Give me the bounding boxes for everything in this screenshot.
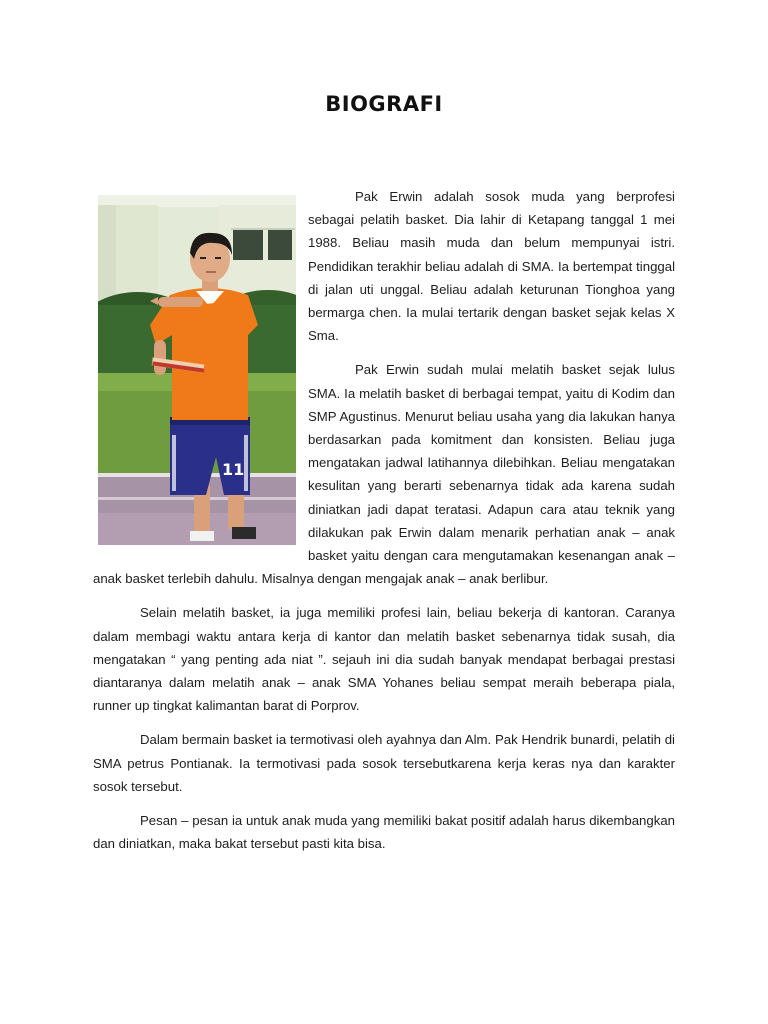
paragraph-2: Pak Erwin sudah mulai melatih basket sejak lulus SMA. Ia melatih basket di berbagai tempat, yaitu di Kodim dan SMP Agustinus. Menurut beliau usaha yang dia lakukan hanya berdasarkan pada komitment dan konsisten. Beliau juga mengatakan jadwal latihannya dilebihkan. Beliau mengatakan kesulitan yang berarti sebenarnya tidak ada karena sudah diniatkan jadi dapat teratasi. Adapun cara atau teknik yang dilakukan pak Erwin dalam menarik perhatian anak – anak basket yaitu dengan cara mengutamakan kesenangan anak – anak basket terlebih dahulu. Misalnya dengan mengajak anak – anak berlibur. — [93, 362, 675, 587]
paragraph-4: Dalam bermain basket ia termotivasi oleh ayahnya dan Alm. Pak Hendrik bunardi, pelatih di SMA petrus Pontianak. Ia termotivasi pada sosok tersebutkarena kerja keras nya dan karakter sosok tersebut. — [93, 732, 675, 794]
paragraph-1: Pak Erwin adalah sosok muda yang berprofesi sebagai pelatih basket. Dia lahir di Ketapang tanggal 1 mei 1988. Beliau masih muda dan belum mempunyai istri. Pendidikan terakhir beliau adalah di SMA. Ia bertempat tinggal di jalan uti unggal. Beliau adalah keturunan Tionghoa yang bermarga chen. Ia mulai tertarik dengan basket sejak kelas X Sma. — [308, 189, 675, 344]
paragraph-3: Selain melatih basket, ia juga memiliki profesi lain, beliau bekerja di kantoran. Caranya dalam membagi waktu antara kerja di kantor dan melatih basket sebenarnya tidak susah, dia mengatakan “ yang penting ada niat ”. sejauh ini dia sudah banyak mendapat berbagai prestasi diantaranya dalam melatih anak – anak SMA Yohanes beliau sempat meraih beberapa piala, runner up tingkat kalimantan barat di Porprov. — [93, 605, 675, 714]
page-title: BIOGRAFI — [325, 92, 443, 116]
document-body — [93, 185, 675, 866]
coach-photo — [98, 195, 296, 545]
paragraph-5: Pesan – pesan ia untuk anak muda yang memiliki bakat positif adalah harus dikembangkan dan diniatkan, maka bakat tersebut pasti kita bisa. — [93, 813, 675, 852]
jersey-number: 11 — [222, 460, 245, 479]
